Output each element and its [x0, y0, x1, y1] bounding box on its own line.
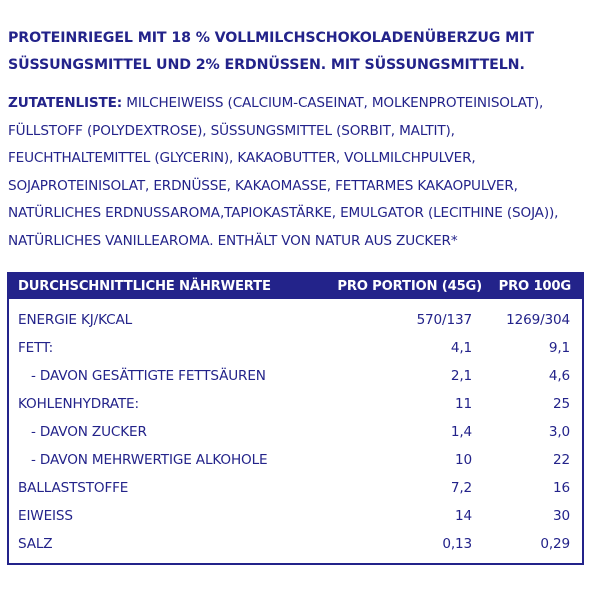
table-row-fat: [9, 334, 582, 363]
header-nutrient: DURCHSCHNITTLICHE NÄHRWERTE: [18, 279, 271, 294]
nutrient-name: - DAVON MEHRWERTIGE ALKOHOLE: [31, 452, 268, 468]
value-per-100g: 4,6: [548, 368, 570, 384]
value-per-portion: 570/137: [416, 312, 472, 328]
nutrition-table-header: [9, 274, 582, 299]
ingredients-text: MILCHEIWEISS (CALCIUM-CASEINAT, MOLKENPROTEINISOLAT), FÜLLSTOFF (POLYDEXTROSE), SÜSSUNGSMITTEL (SORBIT, MALTIT), FEUCHTHALTEMITTEL (GLYCERIN), KAKAOBUTTER, VOLLMILCHPULVER, SOJAPROTEINISOLAT, ERDNÜSSE, KAKAOMASSE, FETTARMES KAKAOPULVER, NATÜRLICHES ERDNUSSAROMA,TAPIOKASTÄRKE, EMULGATOR (LECITHINE (SOJA)), NATÜRLICHES VANILLEAROMA. ENTHÄLT VON NATUR AUS ZUCKER*: [8, 95, 559, 249]
value-per-portion: 7,2: [450, 480, 472, 496]
ingredients-label: ZUTATENLISTE:: [8, 95, 123, 111]
value-per-portion: 14: [455, 508, 472, 524]
nutrient-name: EIWEISS: [18, 508, 73, 524]
ingredients-list: [8, 90, 588, 255]
nutrient-name: - DAVON GESÄTTIGTE FETTSÄUREN: [31, 368, 266, 384]
value-per-portion: 11: [455, 396, 472, 412]
value-per-portion: 2,1: [450, 368, 472, 384]
nutrient-name: FETT:: [18, 340, 54, 356]
value-per-100g: 16: [553, 480, 570, 496]
table-row-sugar: [9, 418, 582, 447]
nutrient-name: - DAVON ZUCKER: [31, 424, 147, 440]
nutrient-name: BALLASTSTOFFE: [18, 480, 129, 496]
nutrient-name: SALZ: [18, 536, 53, 552]
value-per-100g: 0,29: [540, 536, 570, 552]
value-per-portion: 10: [455, 452, 472, 468]
value-per-100g: 9,1: [548, 340, 570, 356]
nutrient-name: ENERGIE KJ/KCAL: [18, 312, 133, 328]
value-per-100g: 1269/304: [506, 312, 570, 328]
table-row-fibre: [9, 474, 582, 503]
table-row-salt: [9, 530, 582, 559]
nutrient-name: KOHLENHYDRATE:: [18, 396, 139, 412]
value-per-portion: 0,13: [442, 536, 472, 552]
table-row-energy: [9, 306, 582, 335]
value-per-portion: 1,4: [450, 424, 472, 440]
table-row-carbohydrates: [9, 390, 582, 419]
table-row-protein: [9, 502, 582, 531]
table-row-saturated-fat: [9, 362, 582, 391]
nutrition-table: [7, 272, 584, 565]
value-per-100g: 30: [553, 508, 570, 524]
value-per-100g: 3,0: [548, 424, 570, 440]
value-per-100g: 25: [553, 396, 570, 412]
value-per-portion: 4,1: [450, 340, 472, 356]
value-per-100g: 22: [553, 452, 570, 468]
table-row-polyols: [9, 446, 582, 475]
product-headline: PROTEINRIEGEL MIT 18 % VOLLMILCHSCHOKOLADENÜBERZUG MIT SÜSSUNGSMITTEL UND 2% ERDNÜSSEN. MIT SÜSSUNGSMITTELN.: [8, 30, 534, 73]
header-per-portion: PRO PORTION (45G): [337, 279, 482, 294]
header-per-100g: PRO 100G: [498, 279, 571, 294]
